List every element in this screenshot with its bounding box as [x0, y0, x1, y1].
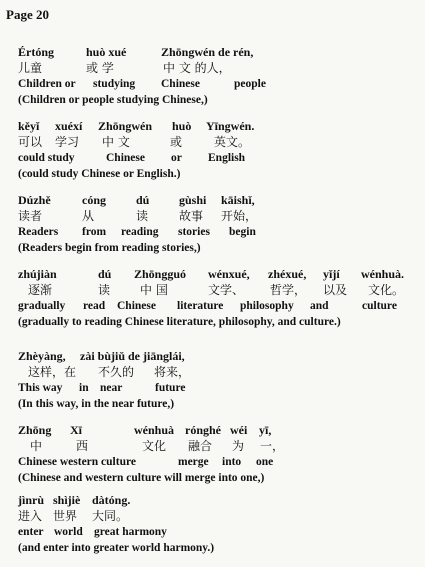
pinyin-word: Zhōng: [18, 423, 52, 437]
stanza-6: [18, 422, 420, 486]
pinyin-word: Zhèyàng,: [18, 349, 66, 363]
pinyin-word: yǐjí: [323, 267, 340, 281]
chinese-word: 儿童: [18, 61, 43, 75]
chinese-word: 文化: [142, 439, 167, 453]
pinyin-word: dú: [136, 193, 150, 207]
translation-line: (Children or people studying Chinese,): [18, 94, 208, 106]
stanza-5: [18, 348, 420, 412]
english-line: [18, 298, 420, 314]
translation-line: (and enter into greater world harmony.): [18, 542, 215, 554]
chinese-word: 故事: [179, 209, 204, 223]
pinyin-line: [18, 422, 420, 438]
english-word: Chinese western culture: [18, 456, 136, 468]
english-word: Chinese: [161, 78, 200, 90]
chinese-word: 中 国: [140, 283, 168, 297]
translation-line: (Chinese and western culture will merge into one,): [18, 472, 265, 484]
pinyin-word: huò: [172, 119, 192, 133]
english-word: near: [100, 382, 123, 394]
pinyin-word: Zhōngwén: [98, 119, 153, 133]
pinyin-word: Értóng: [18, 45, 54, 59]
chinese-word: 中 文: [102, 135, 130, 149]
english-word: one: [256, 456, 274, 468]
pinyin-word: yī,: [259, 423, 272, 437]
chinese-word: 从: [82, 209, 95, 223]
translation-line: (In this way, in the near future,): [18, 398, 175, 410]
english-word: could study: [18, 152, 75, 164]
chinese-word: 英文。: [214, 135, 251, 149]
chinese-word: 融合: [188, 439, 213, 453]
english-word: Readers: [18, 226, 59, 238]
chinese-word: 大同。: [92, 509, 129, 523]
page-title: Page 20: [6, 7, 49, 22]
english-word: people: [234, 78, 266, 90]
chinese-word: 文化。: [368, 283, 405, 297]
pinyin-word: jìnrù: [18, 493, 45, 507]
pinyin-word: huò xué: [86, 45, 127, 59]
english-word: English: [208, 152, 246, 164]
pinyin-word: dú: [98, 267, 112, 281]
stanza-7: [18, 492, 420, 556]
pinyin-word: Xī: [70, 423, 82, 437]
english-line: [18, 224, 420, 240]
chinese-word: 将来，: [154, 365, 191, 379]
english-word: begin: [229, 226, 256, 238]
english-word: from: [82, 226, 107, 238]
chinese-word: 哲学，: [270, 283, 307, 297]
chinese-word: 世界: [53, 509, 78, 523]
english-word: reading: [121, 226, 159, 238]
english-line: [18, 76, 420, 92]
chinese-line: [18, 208, 420, 224]
english-word: future: [155, 382, 186, 394]
english-word: world: [54, 526, 83, 538]
chinese-line: [18, 60, 420, 76]
chinese-line: [18, 508, 420, 524]
english-word: merge: [178, 456, 209, 468]
pinyin-line: [18, 118, 420, 134]
english-word: Children or: [18, 78, 76, 90]
chinese-word: 以及: [323, 283, 348, 297]
pinyin-word: zài bùjiǔ de jiānglái,: [80, 349, 185, 363]
english-word: great harmony: [94, 526, 167, 538]
english-word: literature: [177, 300, 224, 312]
english-word: or: [171, 152, 182, 164]
pinyin-word: wéi: [230, 423, 248, 437]
english-word: read: [83, 300, 106, 312]
chinese-line: [18, 134, 420, 150]
stanza-2: [18, 118, 420, 182]
pinyin-word: zhéxué,: [268, 267, 307, 281]
english-line: [18, 524, 420, 540]
chinese-word: 中: [30, 439, 43, 453]
english-word: into: [222, 456, 242, 468]
chinese-word: 读: [98, 283, 111, 297]
chinese-line: [18, 364, 420, 380]
english-word: and: [310, 300, 329, 312]
english-line: [18, 380, 420, 396]
chinese-word: 中 文 的人，: [163, 61, 231, 75]
pinyin-line: [18, 492, 420, 508]
pinyin-word: shìjiè: [53, 493, 81, 507]
translation-line: (gradually to reading Chinese literature, philosophy, and culture.): [18, 316, 341, 328]
english-word: studying: [93, 78, 136, 90]
translation-line: (Readers begin from reading stories,): [18, 242, 201, 254]
english-word: in: [79, 382, 89, 394]
pinyin-line: [18, 348, 420, 364]
pinyin-word: wénxué,: [208, 267, 250, 281]
pinyin-word: xuéxí: [55, 119, 83, 133]
pinyin-word: rónghé: [185, 423, 221, 437]
chinese-line: [18, 282, 420, 298]
pinyin-word: dàtóng.: [92, 493, 131, 507]
english-word: culture: [362, 300, 397, 312]
chinese-word: 或 学: [86, 61, 114, 75]
chinese-word: 进入: [18, 509, 43, 523]
stanza-3: [18, 192, 420, 256]
english-word: This way: [18, 382, 63, 394]
chinese-word: 西: [76, 439, 89, 453]
chinese-word: 不久的: [98, 365, 135, 379]
chinese-word: 可以: [18, 135, 43, 149]
english-word: gradually: [18, 300, 66, 312]
pinyin-word: cóng: [82, 193, 106, 207]
pinyin-word: Yīngwén.: [206, 119, 255, 133]
pinyin-word: Dúzhě: [18, 193, 51, 207]
chinese-word: 读者: [18, 209, 43, 223]
english-word: stories: [178, 226, 210, 238]
pinyin-word: zhújiàn: [18, 267, 57, 281]
chinese-word: 或: [170, 135, 183, 149]
pinyin-word: kāishǐ,: [221, 193, 255, 207]
stanza-1: [18, 44, 420, 108]
pinyin-word: kěyǐ: [18, 119, 40, 133]
chinese-word: 读: [136, 209, 149, 223]
english-word: Chinese: [106, 152, 145, 164]
pinyin-word: Zhōngguó: [134, 267, 187, 281]
chinese-word: 文学、: [208, 283, 245, 297]
english-line: [18, 150, 420, 166]
english-word: Chinese: [117, 300, 156, 312]
pinyin-line: [18, 192, 420, 208]
chinese-word: 一，: [260, 439, 285, 453]
english-word: philosophy: [240, 300, 294, 312]
chinese-word: 学习: [55, 135, 80, 149]
pinyin-word: Zhōngwén de rén,: [161, 45, 254, 59]
chinese-word: 开始，: [221, 209, 258, 223]
chinese-word: 逐渐: [28, 283, 53, 297]
chinese-line: [18, 438, 420, 454]
english-line: [18, 454, 420, 470]
chinese-word: 这样，在: [28, 365, 77, 379]
pinyin-line: [18, 266, 420, 282]
english-word: enter: [18, 526, 44, 538]
stanza-4: [18, 266, 420, 330]
pinyin-word: wénhuà: [134, 423, 175, 437]
translation-line: (could study Chinese or English.): [18, 168, 181, 180]
chinese-word: 为: [232, 439, 245, 453]
pinyin-line: [18, 44, 420, 60]
pinyin-word: gùshi: [179, 193, 207, 207]
pinyin-word: wénhuà.: [361, 267, 405, 281]
